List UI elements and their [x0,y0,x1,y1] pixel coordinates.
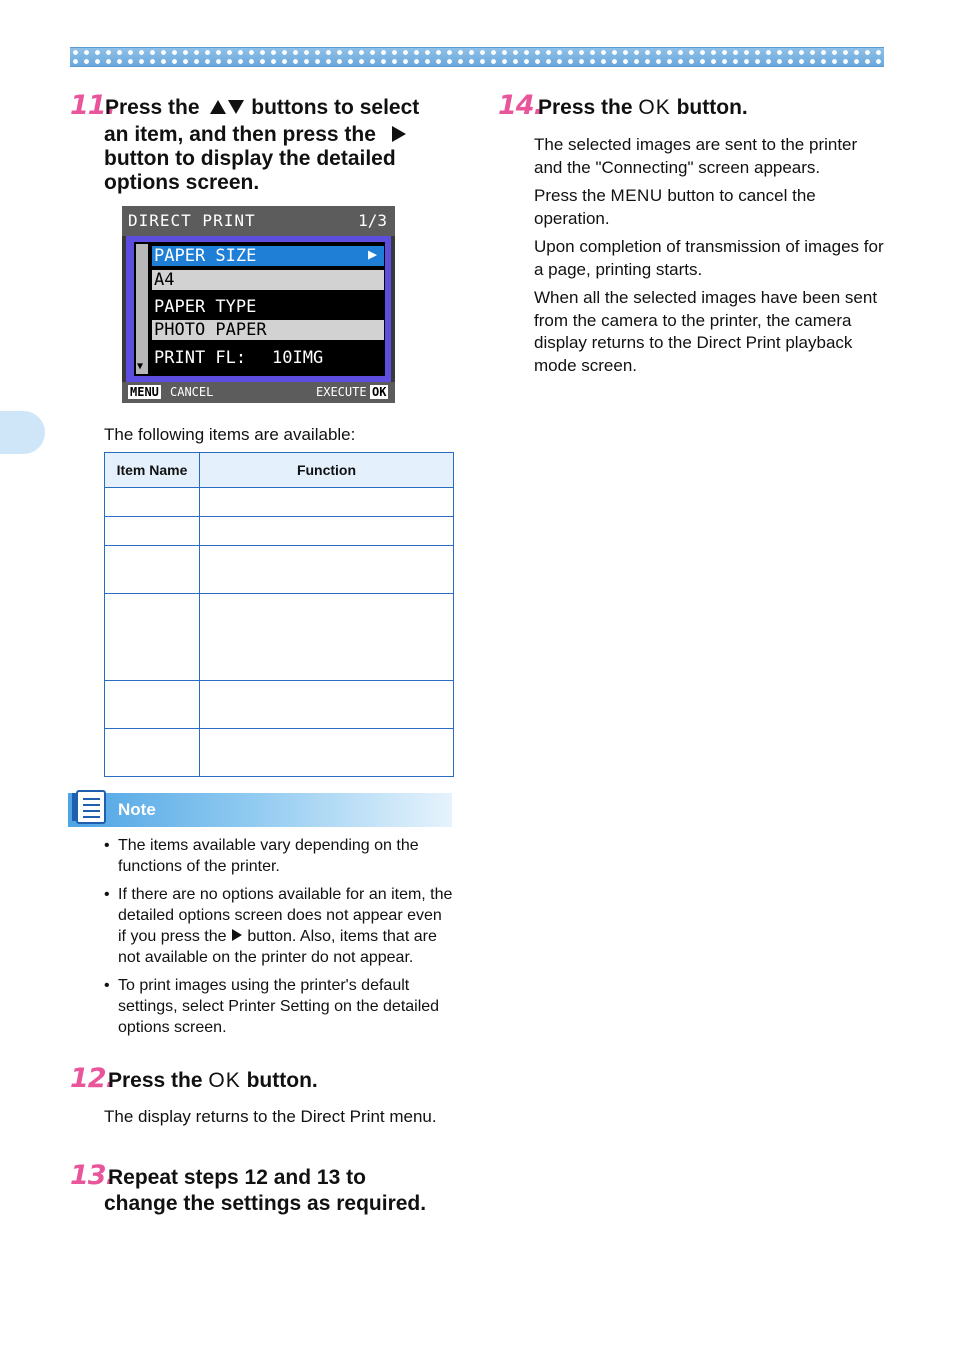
table-cell [105,517,200,546]
step-title-text: Press the [538,96,633,119]
lcd-item-value-box [152,320,384,340]
up-arrow-icon [209,99,227,115]
ok-key-icon: OK [372,385,387,399]
lcd-menu-frame [126,236,391,382]
lcd-header-title: DIRECT PRINT [128,211,256,230]
items-table [104,452,454,777]
lcd-item-value: A4 [154,270,175,290]
step-title [108,1068,318,1093]
note-text: To print images using the printer's default settings, select Printer Setting on the detailed options screen. [118,977,440,1036]
step-title-line2: change the settings as required. [104,1192,427,1215]
step-title-line1 [105,95,455,120]
list-item [104,975,454,1038]
note-text: button. Also, items that are not available on the printer do not appear. [118,928,437,966]
paragraph-text: Press the [534,186,606,205]
lcd-header [122,206,395,236]
step-title-line4: options screen. [104,171,260,194]
down-arrow-icon [227,99,245,115]
table-row [105,594,454,681]
chapter-side-tab [0,411,45,454]
table-cell [200,729,454,777]
step-11 [70,90,460,194]
lcd-footer [122,382,395,403]
lcd-scrollbar [136,244,148,374]
step-number: 13. [70,1160,115,1191]
menu-key-icon: MENU [130,385,159,399]
lcd-item-label: PAPER SIZE [154,246,257,266]
table-cell [105,729,200,777]
lcd-item-label: PRINT FL: [154,348,247,368]
table-cell [200,517,454,546]
lcd-execute-label: EXECUTE [316,385,367,399]
step-number: 11. [70,90,115,121]
paragraph [534,185,884,230]
step-title [538,95,748,120]
table-header-row [105,453,454,488]
ok-button-glyph: OK [638,96,671,119]
list-item [104,835,454,877]
notepad-icon [70,788,110,826]
table-cell [200,681,454,729]
step-title-text: buttons to select [251,96,420,119]
step-12-body: The display returns to the Direct Print menu. [104,1107,437,1126]
step-title-text: an item, and then press the [104,123,376,146]
right-arrow-icon [231,928,243,942]
note-text: If there are no options available for an item, the detailed options screen does not appear even if you press the [118,886,453,945]
lcd-menu-list [134,242,385,376]
table-cell [105,681,200,729]
step-number: 12. [70,1063,115,1094]
right-arrow-icon: ▶ [368,245,378,263]
column-header-item-name: Item Name [105,453,200,488]
note-header [68,793,452,827]
note-list [104,835,454,1045]
table-cell [200,488,454,517]
table-cell [200,594,454,681]
table-cell [105,594,200,681]
step-13 [70,1160,460,1215]
lcd-item-value: 10IMG [272,348,324,368]
step-14-body [534,134,884,383]
table-cell [105,488,200,517]
note-text: The items available vary depending on the functions of the printer. [118,837,419,875]
step-12 [70,1063,318,1094]
camera-lcd-screenshot [122,206,395,403]
table-row [105,729,454,777]
step-number: 14. [498,90,543,121]
table-cell [200,546,454,594]
table-cell [105,546,200,594]
step-title-text: button. [676,96,748,119]
table-row [105,681,454,729]
paragraph-text: button to cancel the operation. [534,186,816,228]
table-row [105,517,454,546]
lcd-cancel-label: CANCEL [170,385,214,399]
step-title-line3: button to display the detailed [104,147,396,170]
step-title-line2 [104,122,454,147]
lcd-item-label: PAPER TYPE [154,297,257,317]
step-title-text: Press the [105,96,200,119]
table-row [105,488,454,517]
paragraph: When all the selected images have been sent from the camera to the printer, the camera display returns to the Direct Print playback mode screen. [534,288,878,375]
column-header-function: Function [200,453,454,488]
ok-button-glyph: OK [208,1069,241,1092]
list-item [104,884,454,968]
scroll-down-icon: ▼ [137,361,144,372]
note-label: Note [118,800,156,819]
lcd-page-indicator: 1/3 [358,211,387,230]
top-decorative-band [70,47,884,67]
paragraph: The selected images are sent to the printer and the "Connecting" screen appears. [534,135,858,177]
right-arrow-icon [390,125,408,143]
step-14 [498,90,748,121]
lcd-item-value: PHOTO PAPER [154,320,267,340]
step-title-text: button. [246,1069,318,1092]
available-intro: The following items are available: [104,425,356,444]
paragraph: Upon completion of transmission of images for a page, printing starts. [534,237,884,279]
menu-button-glyph: MENU [610,186,663,205]
step-title-line1: Repeat steps 12 and 13 to [108,1166,366,1189]
table-row [105,546,454,594]
lcd-item-value-box [152,270,384,290]
step-title-text: Press the [108,1069,203,1092]
